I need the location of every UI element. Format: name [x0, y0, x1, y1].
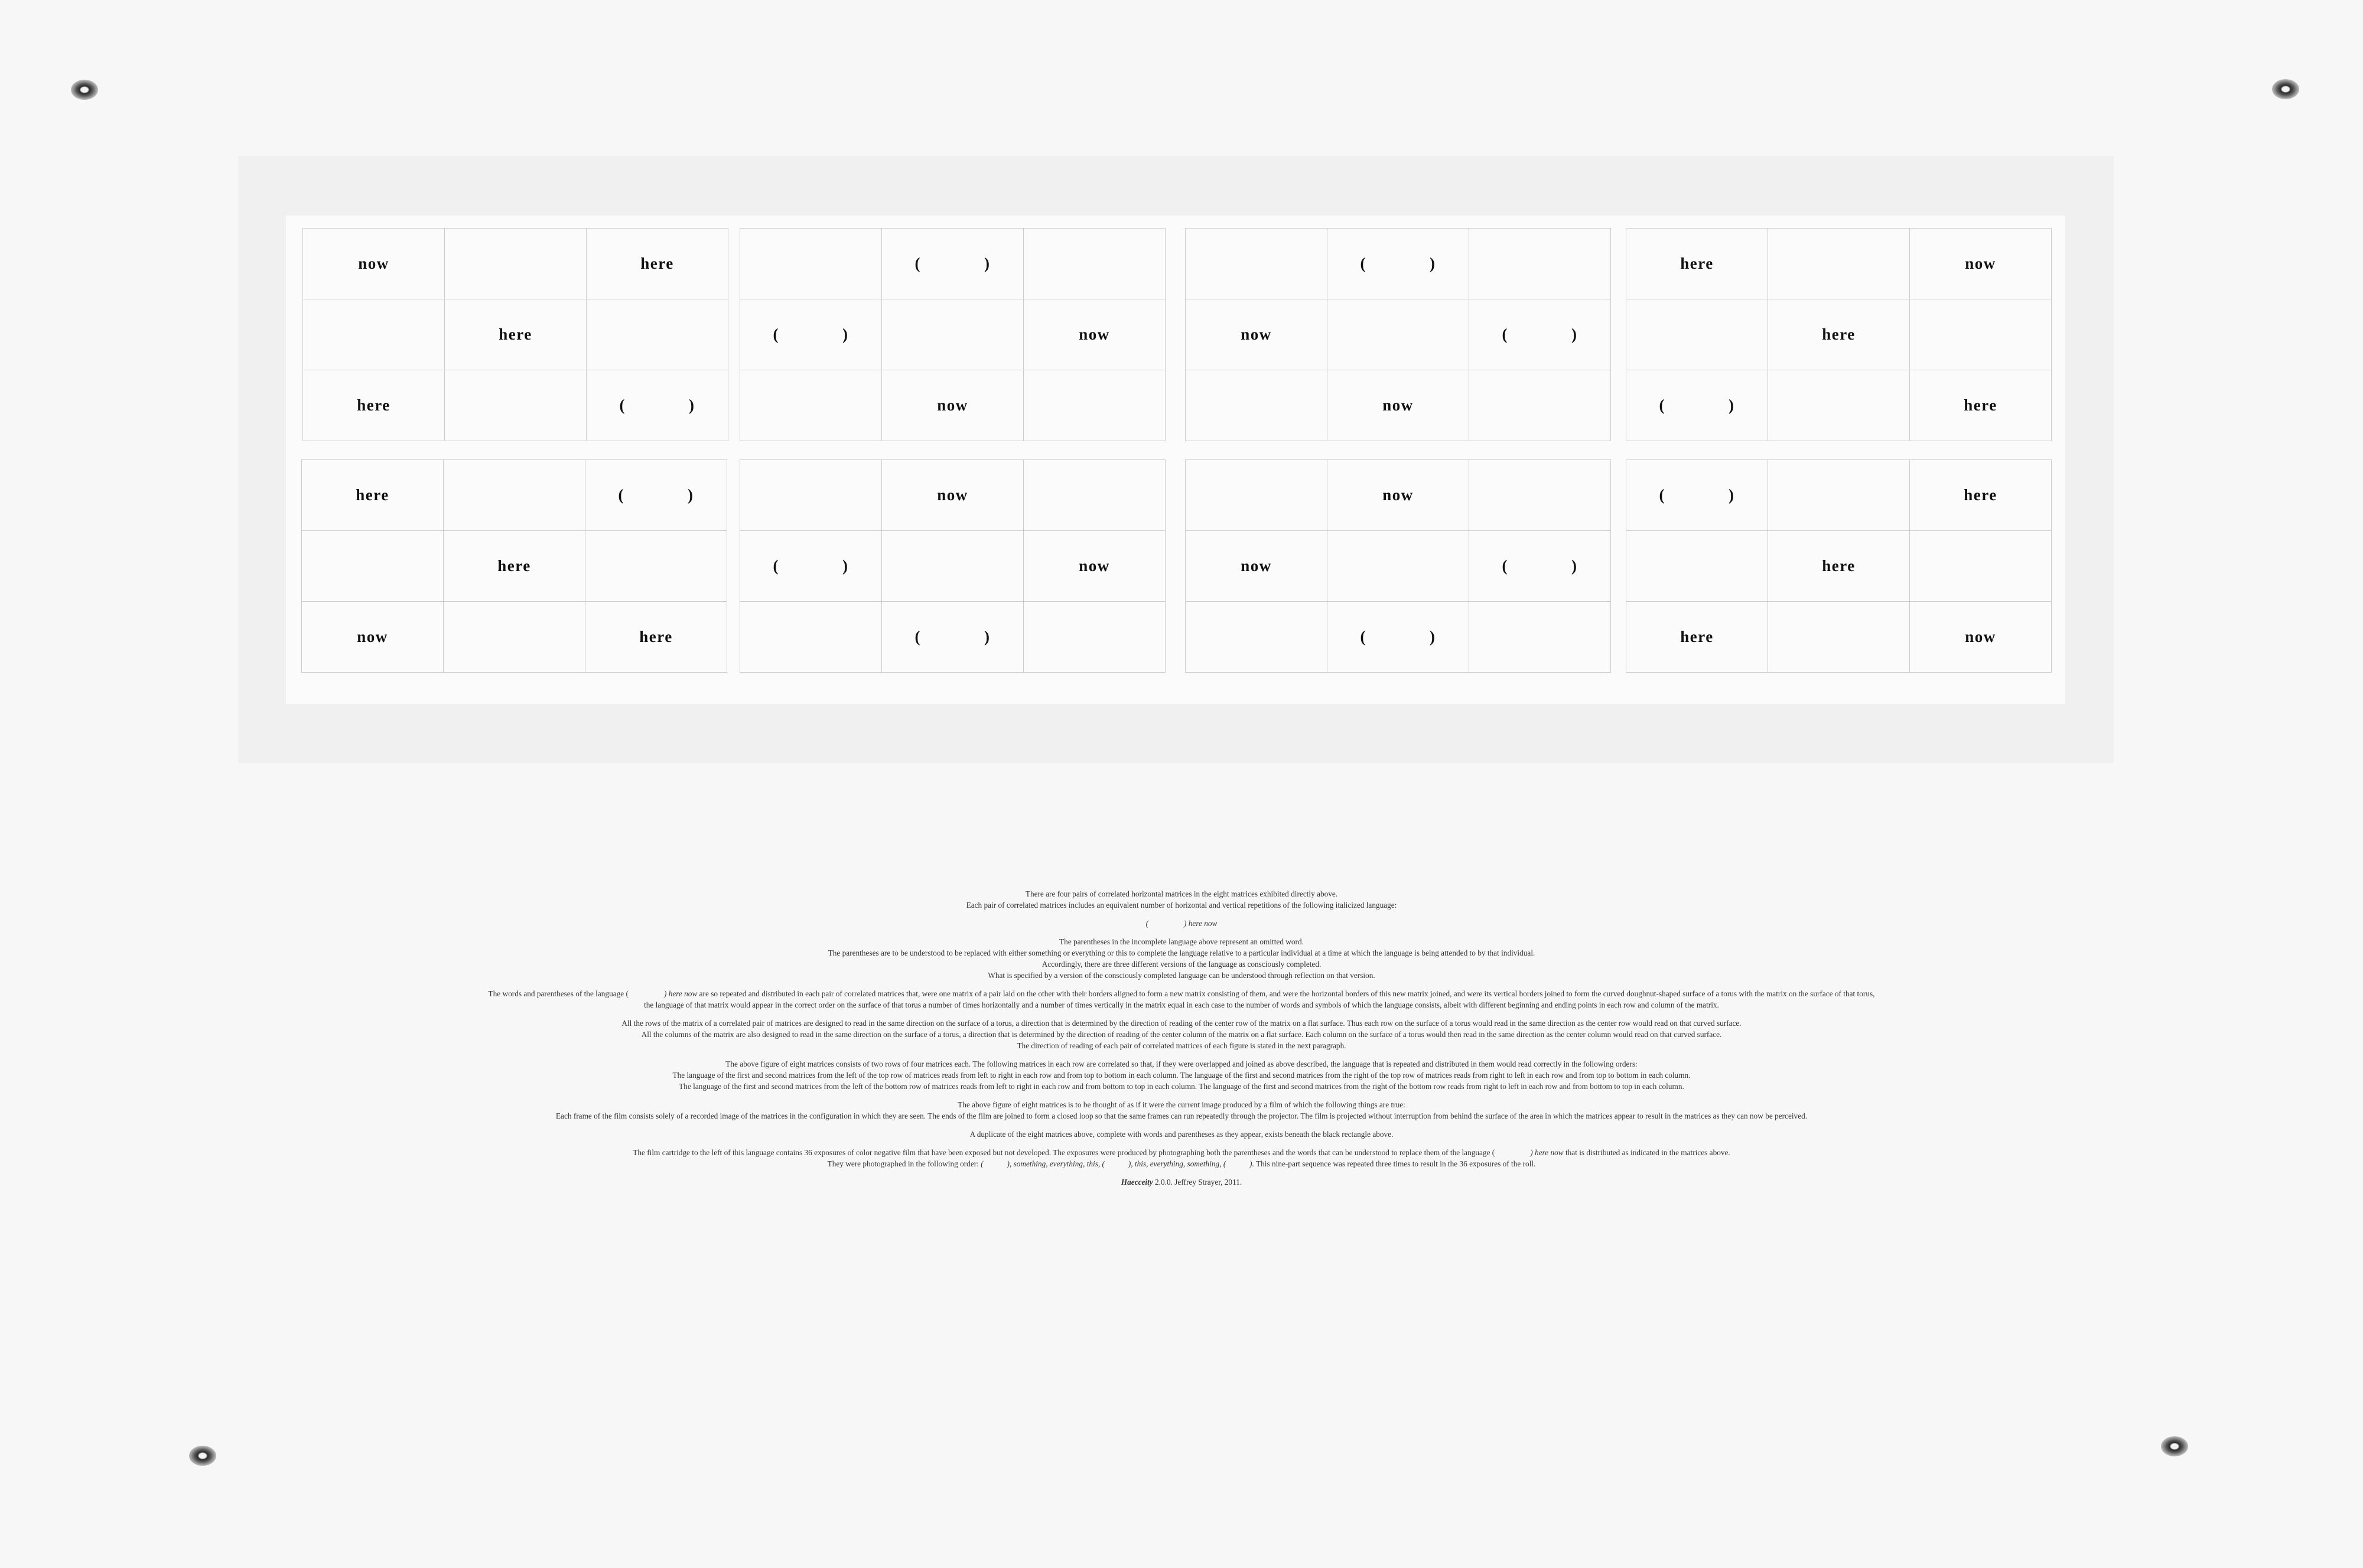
caption-paragraph-1 — [307, 888, 2056, 911]
matrix-cell — [1626, 530, 1768, 601]
matrix-cell: here — [585, 601, 727, 672]
caption-line: There are four pairs of correlated horizontal matrices in the eight matrices exhibited directly above. — [1025, 889, 1338, 898]
matrix-3 — [1185, 228, 1611, 441]
matrix-cell — [1023, 228, 1165, 299]
matrix-cell — [1327, 299, 1469, 370]
matrix-cell — [1768, 228, 1909, 299]
caption-paragraph-2 — [307, 936, 2056, 981]
matrix-cell: now — [1327, 459, 1469, 530]
caption-text-run: are so repeated and distributed in each pair of correlated matrices that, were one matrix of a pair laid on the other with their borders aligned to form a new matrix consisting of them, and were the horizontal borders of this new matrix joined, and were its vertical borders joined to form the curved doughnut-shaped surface of a torus with the matrix on the surface of that torus, — [699, 989, 1875, 998]
caption-text-run: They were photographed in the following order: — [827, 1159, 979, 1168]
matrix-cell — [740, 370, 881, 441]
parentheses: ( ) — [1502, 557, 1578, 575]
matrix-cell — [1768, 459, 1909, 530]
caption-line: A duplicate of the eight matrices above, complete with words and parentheses as they appear, exists beneath the black rectangle above. — [969, 1130, 1394, 1139]
matrix-cell — [1327, 601, 1469, 672]
matrix-cell — [1626, 459, 1768, 530]
parentheses: ( ) — [1659, 486, 1735, 504]
matrix-cell — [443, 601, 585, 672]
caption-text-run: The film cartridge to the left of this language contains 36 exposures of color negative film that have been exposed but not developed. The exposures were produced by photographing both the parentheses and the words that can be understood to replace them of the language ( — [633, 1148, 1495, 1157]
matrix-6 — [740, 459, 1166, 673]
matrix-cell: here — [302, 370, 444, 441]
parentheses: ( ) — [1502, 325, 1578, 343]
matrix-cell — [1023, 459, 1165, 530]
caption-line: What is specified by a version of the consciously completed language can be understood through reflection on that version. — [988, 971, 1375, 980]
caption-line: Each frame of the film consists solely of a recorded image of the matrices in the configuration in which they are seen. The ends of the film are joined to form a closed loop so that the same frames can run repeatedly through the projector. The film is projected without interruption from behind the surface of the area in which the matrices appear to result in the matrices as they can now be perceived. — [555, 1111, 1808, 1120]
matrix-cell: now — [302, 228, 444, 299]
matrix-2 — [740, 228, 1166, 441]
matrix-cell: now — [1185, 299, 1327, 370]
parentheses: ( ) — [773, 557, 849, 575]
language-open: ( — [1145, 919, 1149, 928]
caption-line — [307, 988, 2056, 999]
caption-text-run: The words and parentheses of the language ( — [488, 989, 629, 998]
caption-line: Each pair of correlated matrices includes an equivalent number of horizontal and vertical repetitions of the following italicized language: — [966, 901, 1397, 909]
matrix-cell — [302, 299, 444, 370]
caption-italic-language: ) here now — [663, 989, 698, 998]
matrix-cell: now — [881, 459, 1023, 530]
credit-title: Haecceity — [1121, 1178, 1153, 1186]
matrix-cell — [1023, 601, 1165, 672]
matrix-cell — [1185, 601, 1327, 672]
matrix-cell — [1469, 370, 1610, 441]
caption-italic-sequence: ( ), something, everything, this, ( ), this, everything, something, ( ). — [981, 1159, 1254, 1168]
matrix-cell — [585, 459, 727, 530]
parentheses: ( ) — [619, 396, 695, 414]
matrix-cell — [444, 370, 586, 441]
matrix-cell — [740, 601, 881, 672]
matrix-cell — [1469, 228, 1610, 299]
matrix-cell: here — [443, 530, 585, 601]
caption-paragraph-4 — [307, 1018, 2056, 1051]
matrix-cell: here — [1768, 530, 1909, 601]
matrix-cell — [1469, 530, 1610, 601]
matrix-cell — [1469, 299, 1610, 370]
matrix-cell — [1768, 601, 1909, 672]
matrix-cell: now — [301, 601, 443, 672]
matrix-cell: now — [1023, 299, 1165, 370]
caption-paragraph-6 — [307, 1099, 2056, 1122]
credit-rest: 2.0.0. Jeffrey Strayer, 2011. — [1155, 1178, 1242, 1186]
caption-paragraph-3 — [307, 988, 2056, 1010]
mounting-screw-bottom-right — [2161, 1436, 2188, 1456]
mounting-screw-top-left — [71, 80, 98, 100]
matrix-cell — [740, 299, 881, 370]
caption-language — [307, 918, 2056, 929]
matrix-cell — [881, 228, 1023, 299]
matrix-cell — [1327, 530, 1469, 601]
matrix-cell — [881, 299, 1023, 370]
parentheses: ( ) — [773, 325, 849, 343]
matrix-cell — [740, 228, 881, 299]
matrix-cell — [1185, 228, 1327, 299]
caption-line: the language of that matrix would appear in the correct order on the surface of that torus a number of times horizontally and a number of times vertically in the matrix equal in each case to the number of words and symbols of which the language consists, albeit with different beginning and ending points in each row and column of the matrix. — [644, 1000, 1719, 1009]
parentheses: ( ) — [1659, 396, 1735, 414]
matrix-cell — [740, 530, 881, 601]
matrix-cell — [1768, 370, 1909, 441]
caption-credit — [307, 1176, 2056, 1188]
caption-line: The language of the first and second matrices from the left of the top row of matrices reads from left to right in each row and from top to bottom in each column. The language of the first and second matrices from the right of the top row of matrices reads from right to left in each row and from top to bottom in each column. — [672, 1071, 1691, 1080]
matrix-7 — [1185, 459, 1611, 673]
matrix-cell: now — [1909, 601, 2051, 672]
caption-line — [307, 1158, 2056, 1169]
caption-paragraph-7 — [307, 1129, 2056, 1140]
caption-line — [307, 1147, 2056, 1158]
mounting-screw-bottom-left — [189, 1446, 216, 1466]
matrix-cell — [881, 601, 1023, 672]
matrix-cell: here — [1909, 459, 2051, 530]
caption-line: The direction of reading of each pair of correlated matrices of each figure is stated in the next paragraph. — [1017, 1041, 1346, 1050]
parentheses: ( ) — [1360, 628, 1436, 646]
matrix-4 — [1626, 228, 2052, 441]
matrix-cell — [1023, 370, 1165, 441]
matrix-cell — [1626, 299, 1768, 370]
matrix-cell — [301, 530, 443, 601]
matrix-cell: now — [1023, 530, 1165, 601]
caption-italic-language: ) here now — [1530, 1148, 1564, 1157]
matrix-cell — [443, 459, 585, 530]
matrix-cell: here — [444, 299, 586, 370]
caption-text-run: This nine-part sequence was repeated three times to result in the 36 exposures of the roll. — [1256, 1159, 1536, 1168]
mounting-screw-top-right — [2272, 79, 2299, 99]
matrix-cell: now — [1185, 530, 1327, 601]
matrix-cell — [1909, 299, 2051, 370]
matrix-cell: now — [1327, 370, 1469, 441]
matrix-cell: here — [586, 228, 728, 299]
matrix-cell: now — [881, 370, 1023, 441]
matrix-8 — [1626, 459, 2052, 673]
matrix-1 — [302, 228, 728, 441]
caption-paragraph-5 — [307, 1058, 2056, 1092]
caption-line: The parentheses in the incomplete language above represent an omitted word. — [1059, 937, 1304, 946]
matrix-cell — [586, 299, 728, 370]
matrix-cell — [1327, 228, 1469, 299]
caption-line: All the columns of the matrix are also designed to read in the same direction on the surface of a torus, a direction that is determined by the direction of reading of the center column of the matrix on a flat surface. Each column on the surface of a torus would then read in the same direction as the center column would read on that curved surface. — [641, 1030, 1722, 1039]
matrix-cell — [1626, 370, 1768, 441]
parentheses: ( ) — [618, 486, 694, 504]
caption-text — [307, 888, 2056, 1195]
caption-line: The language of the first and second matrices from the left of the bottom row of matrices reads from left to right in each row and from bottom to top in each column. The language of the first and second matrices from the right of the bottom row reads from right to left in each row and from bottom to top in each column. — [679, 1082, 1684, 1091]
matrix-cell: here — [1768, 299, 1909, 370]
caption-paragraph-8 — [307, 1147, 2056, 1169]
parentheses: ( ) — [914, 628, 991, 646]
matrix-cell — [1185, 370, 1327, 441]
caption-line: The above figure of eight matrices is to be thought of as if it were the current image produced by a film of which the following things are true: — [958, 1100, 1405, 1109]
caption-line: All the rows of the matrix of a correlated pair of matrices are designed to read in the same direction on the surface of a torus, a direction that is determined by the direction of reading of the center row of the matrix on a flat surface. Thus each row on the surface of a torus would read in the same direction as the center row would read on that curved surface. — [621, 1019, 1742, 1028]
matrix-cell: here — [1626, 228, 1768, 299]
caption-line: The above figure of eight matrices consists of two rows of four matrices each. The following matrices in each row are correlated so that, if they were overlapped and joined as above described, the language that is repeated and distributed in them would read correctly in the following orders: — [725, 1060, 1638, 1068]
matrix-cell — [585, 530, 727, 601]
matrix-cell — [1469, 601, 1610, 672]
matrix-cell: here — [301, 459, 443, 530]
matrix-cell — [740, 459, 881, 530]
matrix-cell — [881, 530, 1023, 601]
matrix-cell: here — [1909, 370, 2051, 441]
matrix-cell: here — [1626, 601, 1768, 672]
matrix-cell — [1469, 459, 1610, 530]
caption-line: Accordingly, there are three different versions of the language as consciously completed. — [1041, 960, 1322, 969]
caption-line: The parentheses are to be understood to be replaced with either something or everything or this to complete the language relative to a particular individual at a time at which the language is being attended to by that individual. — [828, 948, 1535, 957]
matrix-cell — [1909, 530, 2051, 601]
matrix-cell — [444, 228, 586, 299]
matrix-cell — [1185, 459, 1327, 530]
parentheses: ( ) — [1360, 255, 1436, 272]
language-close: ) here now — [1184, 919, 1218, 928]
matrix-5 — [301, 459, 727, 673]
matrix-cell — [586, 370, 728, 441]
matrix-cell: now — [1909, 228, 2051, 299]
parentheses: ( ) — [914, 255, 991, 272]
caption-text-run: that is distributed as indicated in the matrices above. — [1565, 1148, 1730, 1157]
